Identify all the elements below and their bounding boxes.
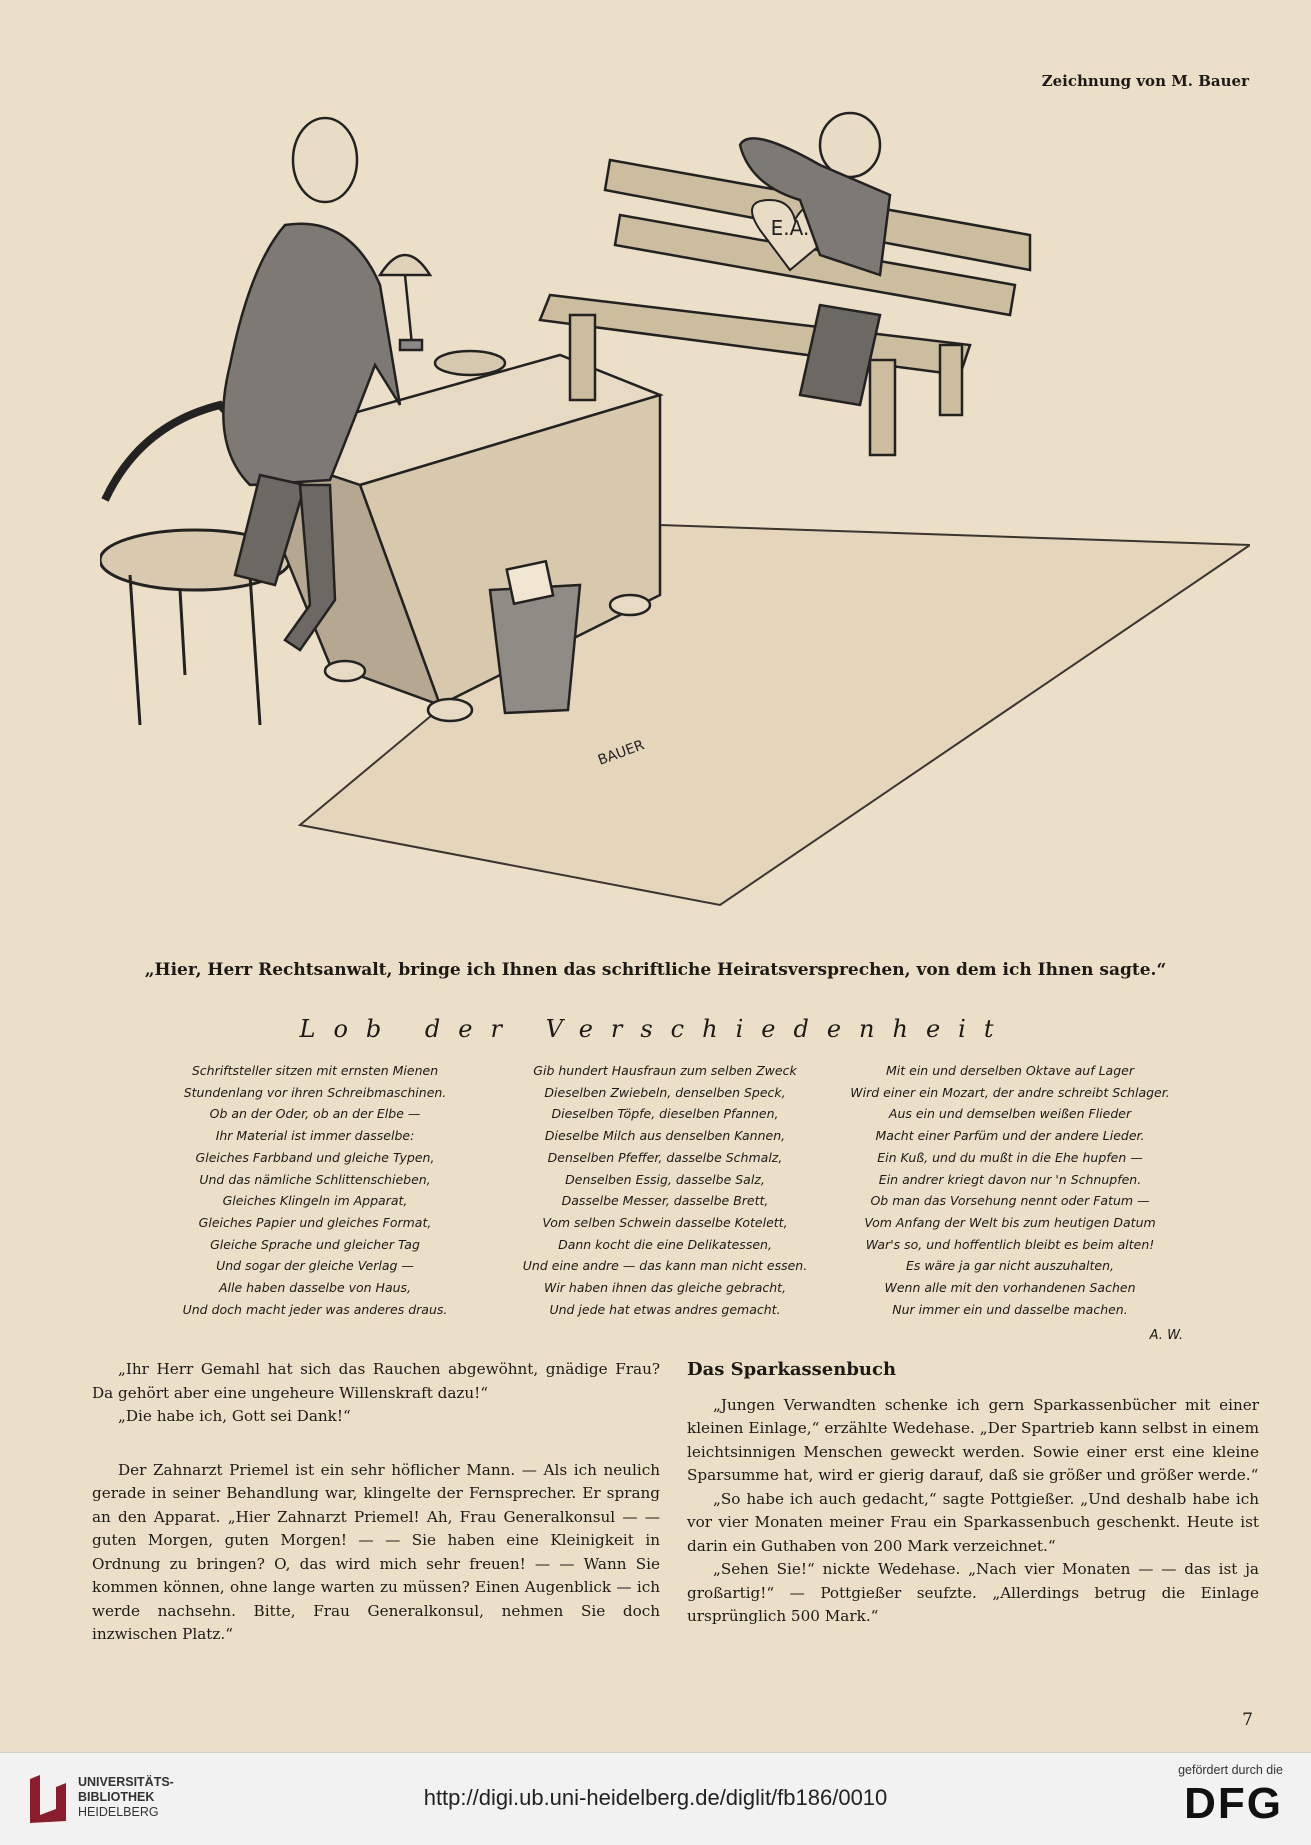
poem-line: Denselben Pfeffer, dasselbe Schmalz, <box>547 1149 783 1165</box>
joke-2: Der Zahnarzt Priemel ist ein sehr höflicher Mann. — Als ich neulich gerade in seiner Behandlung war, klingelte der Fernsprecher. Er sprang an den Apparat. „Hier Zahnarzt Priemel! Ah, Frau Generalkonsul — — guten Morgen, guten Morgen! — — Sie haben eine Kleinigkeit in Ordnung zu bringen? O, das wird mich sehr freuen! — — Wann Sie kommen können, ohne lange warten zu müssen? Einen Augenblick — ich werde nachsehn. Bitte, Frau Generalkonsul, nehmen Sie doch inzwischen Platz.“ <box>92 1460 660 1643</box>
cartoon-illustration <box>100 105 1250 945</box>
poem-line: Dieselben Töpfe, dieselben Pfannen, <box>551 1106 779 1122</box>
heart-initials: E.A. <box>770 216 810 240</box>
library-name[interactable]: UNIVERSITÄTS- BIBLIOTHEK HEIDELBERG <box>78 1775 174 1819</box>
poem-line: Wird einer ein Mozart, der andre schreibt Schlager. <box>850 1084 1170 1100</box>
poem-line: Und eine andre — das kann man nicht essen. <box>522 1258 808 1274</box>
poem-line: Ein Kuß, und du mußt in die Ehe hupfen — <box>877 1149 1143 1165</box>
poem-line: Gleiches Papier und gleiches Format, <box>198 1214 432 1230</box>
poem-line: Ein andrer kriegt davon nur 'n Schnupfen. <box>878 1171 1142 1187</box>
right-column-text <box>687 1358 1259 1629</box>
poem-line: Vom Anfang der Welt bis zum heutigen Datum <box>864 1214 1156 1230</box>
article-paragraph-2: „So habe ich auch gedacht,“ sagte Pottgießer. „Und deshalb habe ich vor vier Monaten meiner Frau ein Sparkassenbuch geschenkt. Heute ist darin ein Guthaben von 200 Mark verzeichnet.“ <box>687 1489 1259 1555</box>
poem-column-3 <box>820 1060 1200 1320</box>
poem-column-2 <box>475 1060 855 1320</box>
poem-line: Stundenlang vor ihren Schreibmaschinen. <box>183 1084 447 1100</box>
poem-line: Schriftsteller sitzen mit ernsten Mienen <box>191 1063 439 1078</box>
poem-line: Und sogar der gleiche Verlag — <box>216 1258 414 1274</box>
poem-line: Gib hundert Hausfraun zum selben Zweck <box>533 1063 797 1078</box>
funder-block[interactable] <box>1178 1763 1283 1831</box>
joke-1-reply: „Die habe ich, Gott sei Dank!“ <box>118 1407 351 1425</box>
article-paragraph-1: „Jungen Verwandten schenke ich gern Sparkassenbücher mit einer kleinen Einlage,“ erzählte Wedehase. „Der Spartrieb kann selbst in einem leichtsinnigen Menschen geweckt werden. Sowie einer erst eine kleine Sparsumme hat, wird er gierig darauf, daß sie größer und größer werde.“ <box>687 1395 1259 1484</box>
poem-line: Dann kocht die eine Delikatessen, <box>558 1236 772 1252</box>
illustration-caption: „Hier, Herr Rechtsanwalt, bringe ich Ihnen das schriftliche Heiratsversprechen, von dem ich Ihnen sagte.“ <box>144 960 1167 980</box>
poem-line: Wenn alle mit den vorhandenen Sachen <box>884 1280 1136 1296</box>
poem-line: Gleiche Sprache und gleicher Tag <box>210 1236 420 1252</box>
poem-line: Macht einer Parfüm und der andere Lieder. <box>875 1128 1145 1144</box>
poem-line: Ihr Material ist immer dasselbe: <box>215 1128 415 1144</box>
digitization-footer <box>0 1752 1311 1845</box>
poem-line: Gleiches Klingeln im Apparat, <box>222 1193 408 1209</box>
poem-line: Ob an der Oder, ob an der Elbe — <box>209 1106 421 1122</box>
poem-line: Nur immer ein und dasselbe machen. <box>892 1301 1128 1317</box>
funder-label: gefördert durch die <box>1178 1763 1283 1777</box>
poem-line: Und doch macht jeder was anderes draus. <box>182 1301 448 1317</box>
poem-line: Dasselbe Messer, dasselbe Brett, <box>561 1193 769 1209</box>
poem-line: Alle haben dasselbe von Haus, <box>218 1280 412 1296</box>
permalink-url[interactable]: http://digi.ub.uni-heidelberg.de/diglit/fb186/0010 <box>423 1785 888 1810</box>
poem-line: Und das nämliche Schlittenschieben, <box>199 1171 431 1187</box>
poem-signature: A. W. <box>1149 1328 1183 1343</box>
poem-line: Mit ein und derselben Oktave auf Lager <box>886 1063 1134 1078</box>
poem-line: Denselben Essig, dasselbe Salz, <box>565 1171 765 1187</box>
poem-column-1 <box>125 1060 505 1320</box>
article-paragraph-3: „Sehen Sie!“ nickte Wedehase. „Nach vier Monaten — — das ist ja großartig!“ — Pottgießer seufzte. „Allerdings betrug die Einlage ursprünglich 500 Mark.“ <box>687 1560 1259 1625</box>
poem-line: Aus ein und demselben weißen Flieder <box>888 1106 1132 1122</box>
artist-signature: BAUER <box>595 737 647 769</box>
poem-line: Ob man das Vorsehung nennt oder Fatum — <box>870 1193 1150 1209</box>
poem-line: Und jede hat etwas andres gemacht. <box>549 1301 781 1317</box>
poem-line: Gleiches Farbband und gleiche Typen, <box>195 1149 435 1165</box>
dfg-logo: DFG <box>1184 1779 1283 1828</box>
poem-title: Lob der Verschiedenheit <box>299 1015 1012 1043</box>
page-number: 7 <box>1242 1710 1253 1730</box>
illustration-credit: Zeichnung von M. Bauer <box>1041 72 1249 90</box>
poem-line: Wir haben ihnen das gleiche gebracht, <box>543 1280 787 1296</box>
joke-1: „Ihr Herr Gemahl hat sich das Rauchen abgewöhnt, gnädige Frau? Da gehört aber eine ungeheure Willenskraft dazu!“ <box>92 1360 660 1402</box>
poem-line: Dieselben Zwiebeln, denselben Speck, <box>544 1084 786 1100</box>
poem-line: Dieselbe Milch aus denselben Kannen, <box>544 1128 786 1144</box>
article-heading: Das Sparkassenbuch <box>687 1359 897 1380</box>
poem-line: Vom selben Schwein dasselbe Kotelett, <box>542 1214 788 1230</box>
left-column-text <box>92 1358 660 1647</box>
poem-line: War's so, und hoffentlich bleibt es beim alten! <box>865 1236 1155 1252</box>
poem-line: Es wäre ja gar nicht auszuhalten, <box>905 1258 1115 1274</box>
